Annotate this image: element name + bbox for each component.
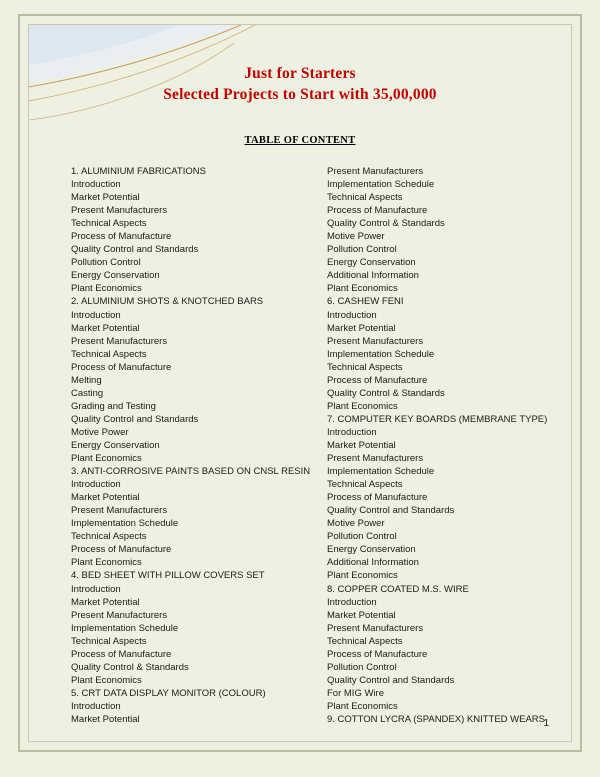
list-item: Market Potential	[71, 192, 140, 204]
list-item: Present Manufacturers	[71, 505, 168, 517]
list-item: Introduction	[71, 479, 121, 491]
list-item: 3. ANTI-CORROSIVE PAINTS BASED ON CNSL RESIN	[71, 466, 311, 478]
toc-right-column	[327, 165, 572, 726]
list-item: Technical Aspects	[327, 635, 403, 647]
list-item: Motive Power	[71, 426, 129, 438]
list-item: Introduction	[327, 426, 377, 438]
page-inner-border	[28, 24, 572, 742]
list-item: Implementation Schedule	[71, 518, 179, 530]
list-item: Technical Aspects	[71, 218, 147, 230]
list-item: Plant Economics	[71, 283, 142, 295]
list-item: 5. CRT DATA DISPLAY MONITOR (COLOUR)	[71, 687, 266, 699]
list-item: Motive Power	[327, 231, 385, 243]
list-item: Additional Information	[327, 557, 419, 569]
list-item: 4. BED SHEET WITH PILLOW COVERS SET	[71, 570, 265, 582]
list-item: Pollution Control	[71, 257, 141, 269]
list-item: Present Manufacturers	[71, 609, 168, 621]
list-item: Pollution Control	[327, 531, 397, 543]
list-item: Casting	[71, 387, 104, 399]
list-item: Implementation Schedule	[327, 466, 435, 478]
list-item: Process of Manufacture	[71, 648, 172, 660]
list-item: 1. ALUMINIUM FABRICATIONS	[71, 166, 206, 177]
list-item: Quality Control & Standards	[327, 387, 445, 399]
list-item: Present Manufacturers	[71, 205, 168, 217]
list-item: Introduction	[71, 700, 121, 712]
list-item: Technical Aspects	[327, 361, 403, 373]
list-item: Market Potential	[71, 713, 140, 725]
list-item: 6. CASHEW FENI	[327, 296, 404, 308]
list-item: Quality Control and Standards	[327, 505, 455, 517]
list-item: Plant Economics	[71, 453, 142, 465]
list-item: Introduction	[71, 179, 121, 191]
list-item: Process of Manufacture	[327, 648, 428, 660]
list-item: Pollution Control	[327, 244, 397, 256]
list-item: Process of Manufacture	[327, 492, 428, 504]
list-item: Plant Economics	[71, 674, 142, 686]
page-title	[29, 63, 571, 105]
list-item: Plant Economics	[327, 700, 398, 712]
list-item: Technical Aspects	[327, 479, 403, 491]
list-item: Implementation Schedule	[327, 348, 435, 360]
list-item: Introduction	[327, 309, 377, 321]
page-number: 1	[543, 718, 549, 729]
list-item: Plant Economics	[327, 400, 398, 412]
list-item: Implementation Schedule	[327, 179, 435, 191]
list-item: Quality Control and Standards	[327, 674, 455, 686]
list-item: Plant Economics	[71, 557, 142, 569]
list-item: Grading and Testing	[71, 400, 156, 412]
title-line-2: Selected Projects to Start with 35,00,000	[163, 86, 437, 103]
list-item: Motive Power	[327, 518, 385, 530]
list-item: 7. COMPUTER KEY BOARDS (MEMBRANE TYPE)	[327, 413, 548, 425]
title-line-1: Just for Starters	[244, 65, 356, 82]
list-item: Market Potential	[327, 609, 396, 621]
list-item: Implementation Schedule	[71, 622, 179, 634]
list-item: Present Manufacturers	[327, 335, 424, 347]
list-item: Energy Conservation	[71, 270, 160, 282]
list-item: Energy Conservation	[327, 257, 416, 269]
list-item: Market Potential	[327, 322, 396, 334]
list-item: 9. COTTON LYCRA (SPANDEX) KNITTED WEARS	[327, 713, 546, 725]
list-item: Process of Manufacture	[71, 231, 172, 243]
list-item: Present Manufacturers	[327, 453, 424, 465]
list-item: Quality Control and Standards	[71, 244, 199, 256]
list-item: Technical Aspects	[327, 192, 403, 204]
list-item: Market Potential	[71, 596, 140, 608]
list-item: 2. ALUMINIUM SHOTS & KNOTCHED BARS	[71, 296, 264, 308]
list-item: Present Manufacturers	[327, 622, 424, 634]
document-page	[18, 14, 582, 752]
list-item: Technical Aspects	[71, 348, 147, 360]
list-item: Market Potential	[71, 322, 140, 334]
list-item: Introduction	[71, 309, 121, 321]
list-item: Process of Manufacture	[327, 374, 428, 386]
list-item: Melting	[71, 374, 102, 386]
list-item: 8. COPPER COATED M.S. WIRE	[327, 583, 469, 595]
list-item: Present Manufacturers	[327, 166, 424, 177]
toc-left-column	[71, 165, 321, 726]
list-item: Technical Aspects	[71, 531, 147, 543]
toc-columns	[29, 165, 571, 725]
list-item: Quality Control & Standards	[71, 661, 189, 673]
list-item: Energy Conservation	[71, 439, 160, 451]
list-item: For MIG Wire	[327, 687, 384, 699]
list-item: Market Potential	[71, 492, 140, 504]
list-item: Introduction	[327, 596, 377, 608]
list-item: Additional Information	[327, 270, 419, 282]
list-item: Introduction	[71, 583, 121, 595]
list-item: Market Potential	[327, 439, 396, 451]
list-item: Pollution Control	[327, 661, 397, 673]
list-item: Plant Economics	[327, 283, 398, 295]
list-item: Energy Conservation	[327, 544, 416, 556]
list-item: Technical Aspects	[71, 635, 147, 647]
list-item: Process of Manufacture	[327, 205, 428, 217]
toc-heading: TABLE OF CONTENT	[244, 135, 356, 146]
list-item: Plant Economics	[327, 570, 398, 582]
list-item: Present Manufacturers	[71, 335, 168, 347]
list-item: Quality Control and Standards	[71, 413, 199, 425]
list-item: Process of Manufacture	[71, 544, 172, 556]
list-item: Quality Control & Standards	[327, 218, 445, 230]
list-item: Process of Manufacture	[71, 361, 172, 373]
